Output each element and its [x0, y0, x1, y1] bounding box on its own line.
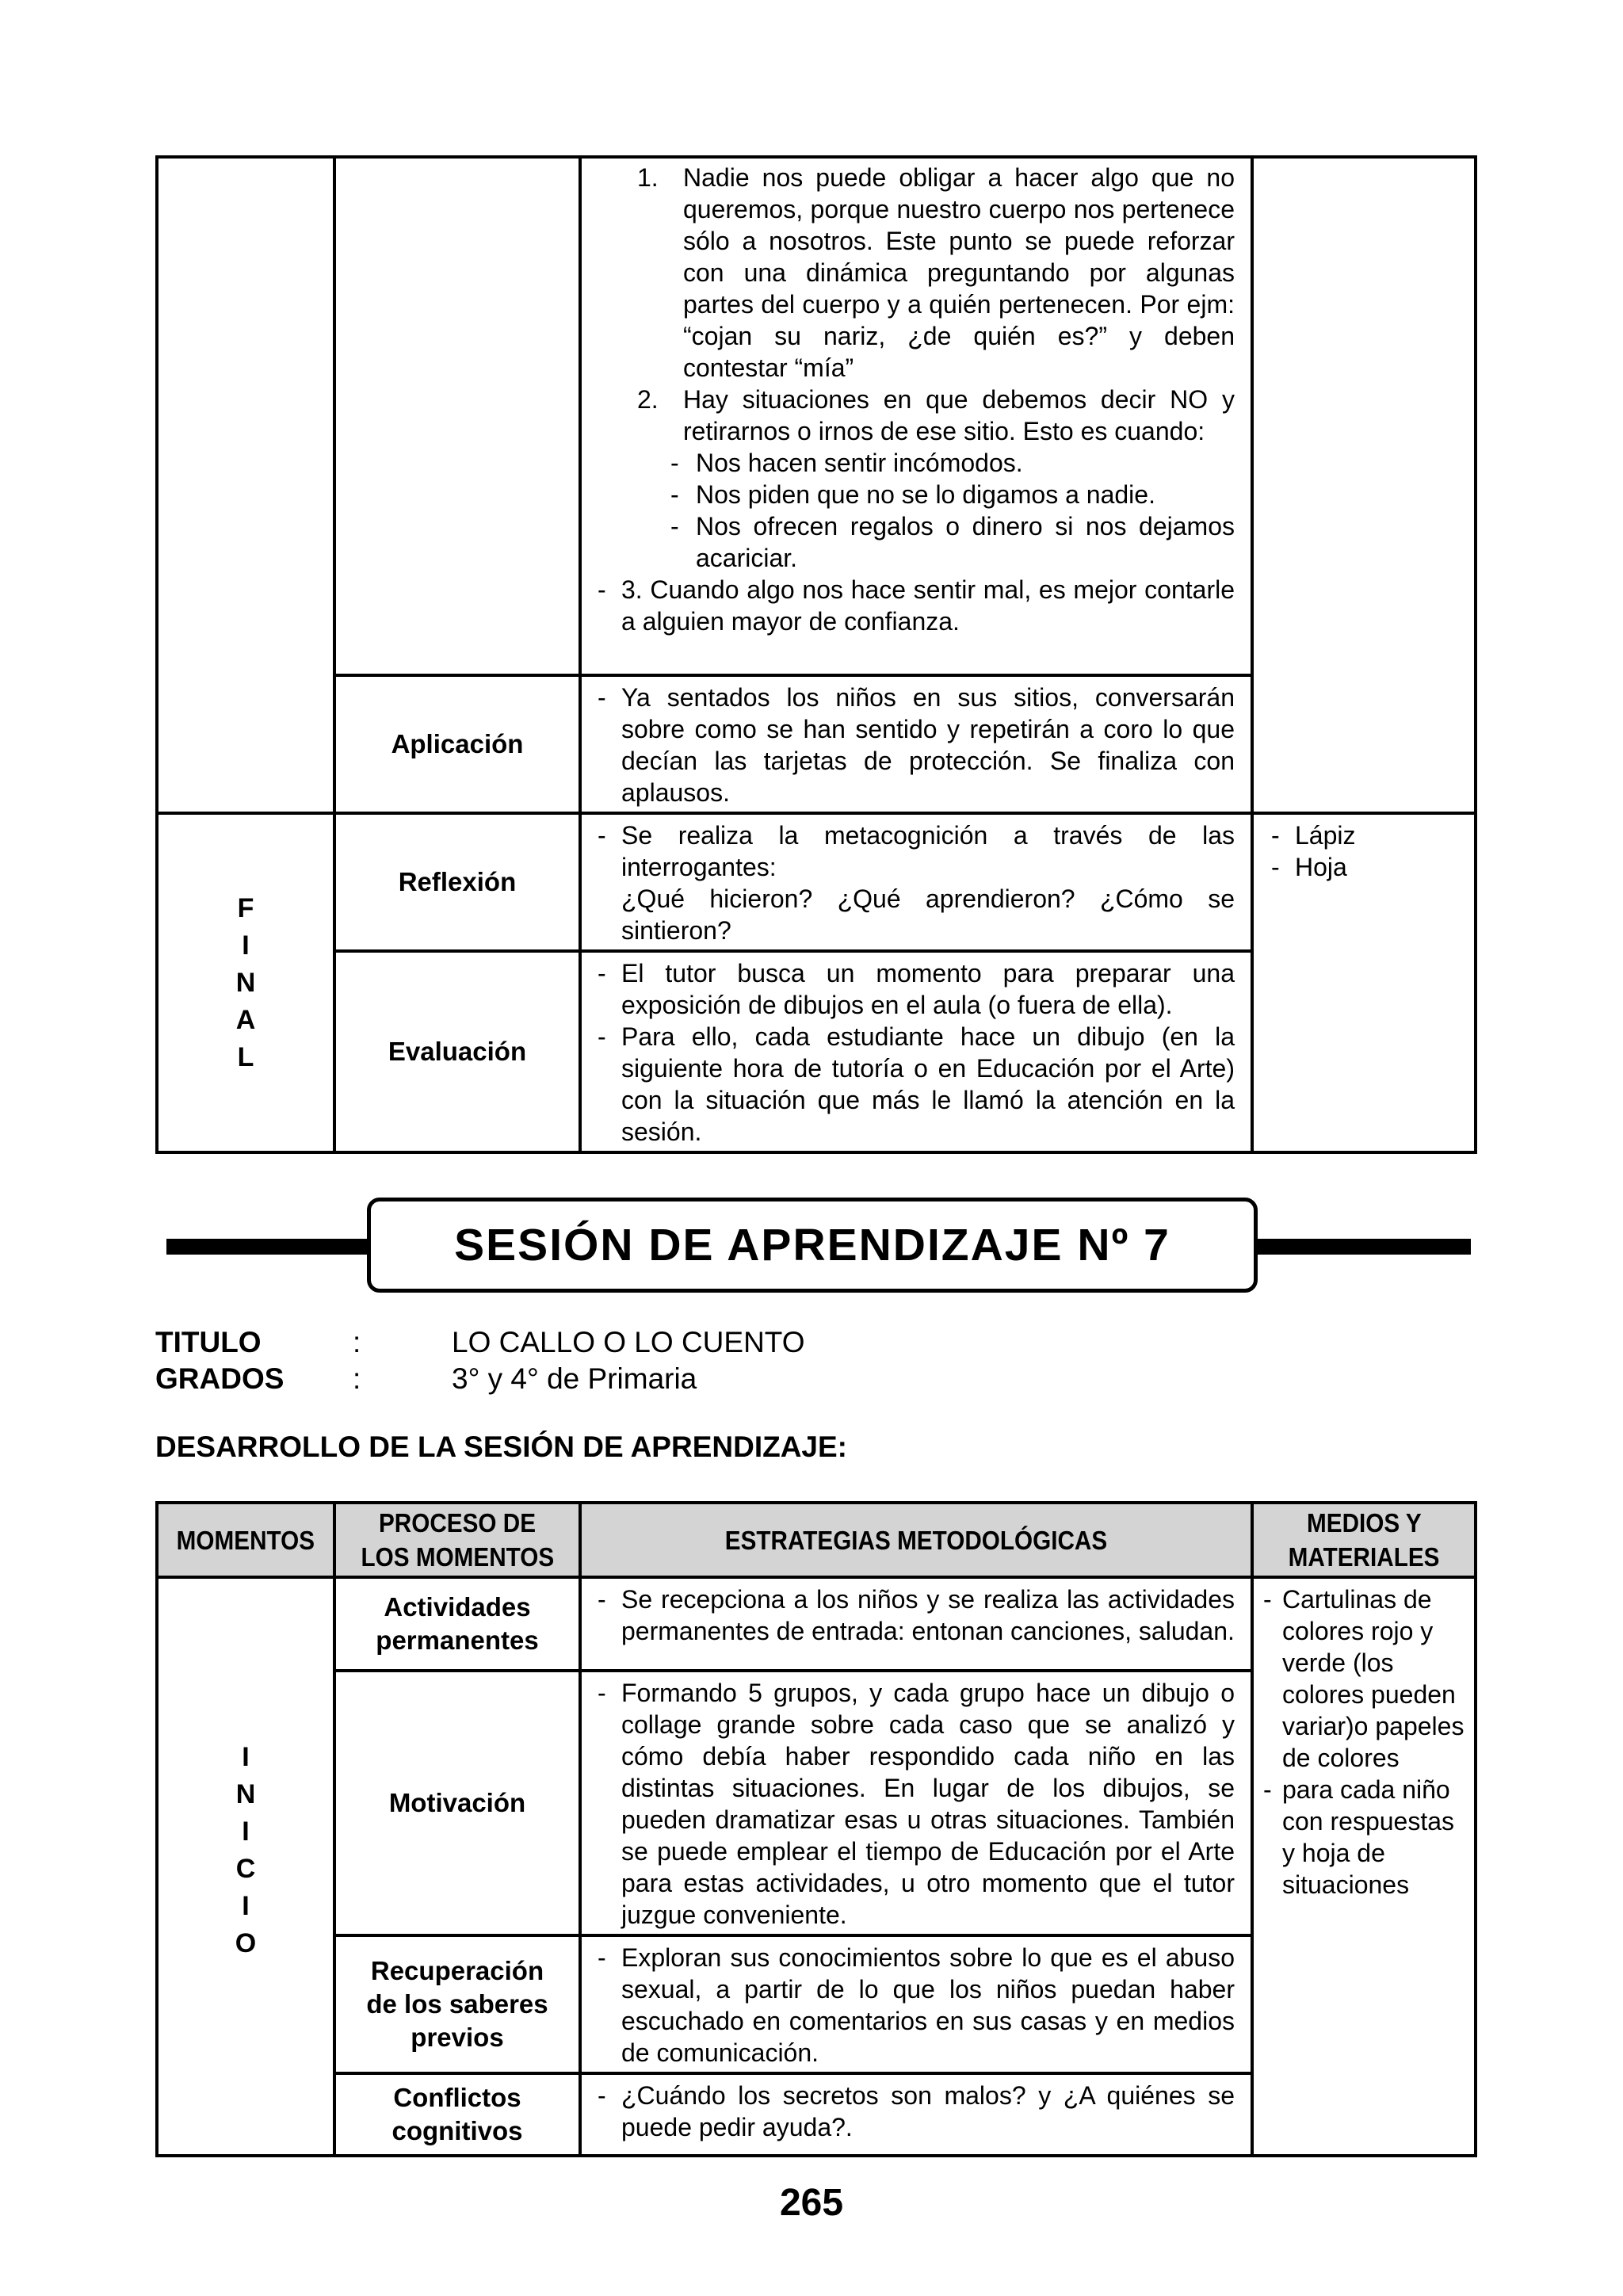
strategy-cell	[580, 1935, 1252, 2073]
process-recuperacion: Recuperación de los saberes previos	[334, 1935, 580, 2073]
titulo-label: TITULO	[155, 1326, 262, 1358]
session-table	[155, 1501, 1477, 2157]
strategy-cell	[580, 2073, 1252, 2156]
meta-grados: GRADOS : 3° y 4° de Primaria	[155, 1362, 697, 1395]
process-cell-empty	[334, 157, 580, 675]
strategy-cell	[580, 157, 1252, 675]
dash-item: - El tutor busca un momento para preparar una exposición de dibujos en el aula (o fuera de ella).	[598, 959, 1235, 1019]
strategy-cell	[580, 675, 1252, 813]
grados-value: 3° y 4° de Primaria	[452, 1362, 697, 1395]
moment-final: F I N A L	[157, 813, 334, 1152]
header-estrategias: ESTRATEGIAS METODOLÓGICAS	[580, 1503, 1252, 1577]
banner-rule-left	[166, 1239, 374, 1255]
process-evaluacion: Evaluación	[334, 951, 580, 1152]
page-number: 265	[779, 2182, 844, 2224]
strategy-cell	[580, 1671, 1252, 1935]
numbered-item: 2. Hay situaciones en que debemos decir NO y retirarnos o irnos de ese sitio. Esto es cuando:	[637, 385, 1235, 445]
strategy-cell	[580, 813, 1252, 951]
header-medios: MEDIOS Y MATERIALES	[1252, 1503, 1476, 1577]
material-item: - Hoja	[1271, 853, 1347, 881]
moment-cell-empty	[157, 157, 334, 813]
materials-cell-empty	[1252, 157, 1476, 813]
reflexion-questions: ¿Qué hicieron? ¿Qué aprendieron? ¿Cómo se sintieron?	[621, 884, 1235, 945]
section-title: DESARROLLO DE LA SESIÓN DE APRENDIZAJE:	[155, 1431, 848, 1463]
materials-cell	[1252, 1577, 1476, 2156]
meta-titulo: TITULO : LO CALLO O LO CUENTO	[155, 1326, 805, 1358]
dash-item: - Se realiza la metacognición a través de las interrogantes:	[598, 821, 1235, 881]
dash-item: - Se recepciona a los niños y se realiza las actividades permanentes de entrada: entonan canciones, saludan.	[598, 1585, 1235, 1645]
dash-item: - ¿Cuándo los secretos son malos? y ¿A quiénes se puede pedir ayuda?.	[598, 2081, 1235, 2141]
item-text: Nadie nos puede obligar a hacer algo que no queremos, porque nuestro cuerpo nos pertenece sólo a nosotros. Este punto se puede reforzar con una dinámica preguntando por algunas partes del cuerpo y a quién pertenecen. Por ejm: “cojan su nariz, ¿de quién es?” y deben contestar “mía”	[683, 163, 1235, 382]
continuation-table	[155, 155, 1477, 1154]
dash-item: - 3. Cuando algo nos hace sentir mal, es mejor contarle a alguien mayor de confianza.	[598, 575, 1235, 636]
banner-rule-right	[1251, 1239, 1471, 1255]
strategy-cell	[580, 951, 1252, 1152]
grados-label: GRADOS	[155, 1362, 285, 1395]
material-item: - para cada niño con respuestas y hoja de situaciones	[1263, 1775, 1455, 1899]
process-aplicacion: Aplicación	[334, 675, 580, 813]
sub-item: - Nos ofrecen regalos o dinero si nos dejamos acariciar.	[670, 512, 1235, 572]
titulo-value: LO CALLO O LO CUENTO	[452, 1326, 805, 1358]
moment-inicio: I N I C I O	[157, 1577, 334, 2156]
materials-cell	[1252, 813, 1476, 1152]
process-reflexion: Reflexión	[334, 813, 580, 951]
numbered-item: 1. Nadie nos puede obligar a hacer algo que no queremos, porque nuestro cuerpo nos pertenece sólo a nosotros. Este punto se puede reforzar con una dinámica preguntando por algunas partes del cuerpo y a quién pertenecen. Por ejm: “cojan su nariz, ¿de quién es?” y deben contestar “mía”	[637, 163, 1235, 382]
header-momentos: MOMENTOS	[157, 1503, 334, 1577]
material-item: - Lápiz	[1271, 821, 1356, 850]
strategy-cell	[580, 1577, 1252, 1671]
dash-item: - Ya sentados los niños en sus sitios, conversarán sobre como se han sentido y repetirán a coro lo que decían las tarjetas de protección. Se finaliza con aplausos.	[598, 683, 1235, 807]
sub-item: - Nos hacen sentir incómodos.	[670, 449, 1023, 477]
sub-item: - Nos piden que no se lo digamos a nadie.	[670, 480, 1155, 509]
header-proceso: PROCESO DE LOS MOMENTOS	[334, 1503, 580, 1577]
item-text: Hay situaciones en que debemos decir NO y retirarnos o irnos de ese sitio. Esto es cuando:	[683, 385, 1235, 445]
session-title: SESIÓN DE APRENDIZAJE Nº 7	[454, 1220, 1170, 1270]
process-motivacion: Motivación	[334, 1671, 580, 1935]
process-actividades: Actividades permanentes	[334, 1577, 580, 1671]
dash-item: - Para ello, cada estudiante hace un dibujo (en la siguiente hora de tutoría o en Educación por el Arte) con la situación que más le llamó la atención en la sesión.	[598, 1022, 1235, 1146]
dash-item: - Exploran sus conocimientos sobre lo que es el abuso sexual, a partir de lo que los niños puedan haber escuchado en comentarios en sus casas y en medios de comunicación.	[598, 1943, 1235, 2067]
dash-item: - Formando 5 grupos, y cada grupo hace un dibujo o collage grande sobre cada caso que se analizó y cómo debía haber respondido cada niño en las distintas situaciones. En lugar de los dibujos, se pueden dramatizar esas u otras situaciones. También se puede emplear el tiempo de Educación por el Arte para estas actividades, u otro momento que el tutor juzgue conveniente.	[598, 1679, 1235, 1929]
session-banner	[367, 1198, 1258, 1293]
material-item: - Cartulinas de colores rojo y verde (los colores pueden variar)o papeles de colores	[1263, 1585, 1465, 1772]
process-conflictos: Conflictos cognitivos	[334, 2073, 580, 2156]
